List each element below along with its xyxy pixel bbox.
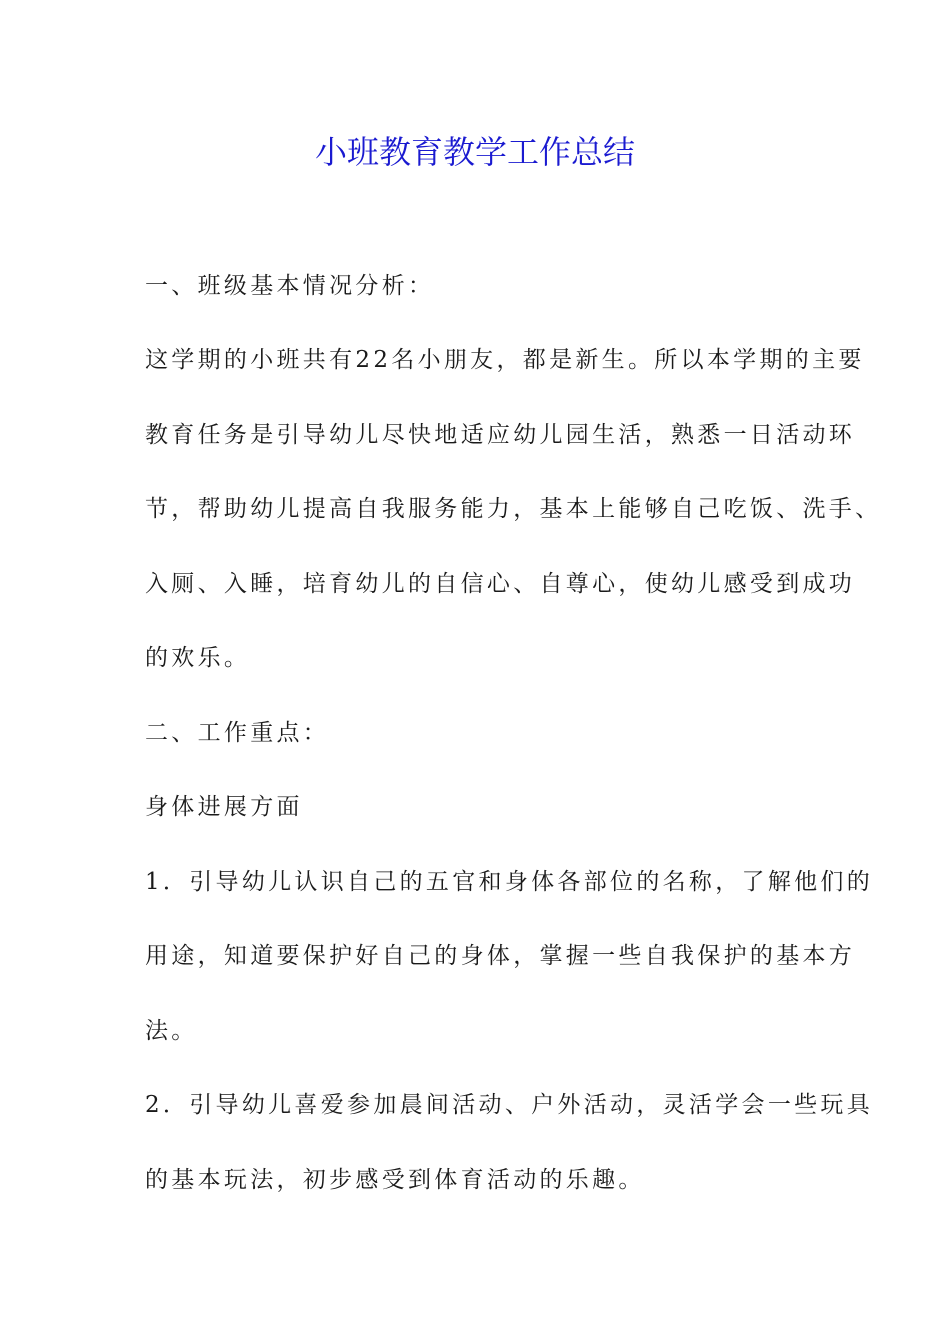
paragraph-line: 教育任务是引导幼儿尽快地适应幼儿园生活，熟悉一日活动环 <box>145 422 856 448</box>
paragraph-line: 节，帮助幼儿提高自我服务能力，基本上能够自己吃饭、洗手、 <box>145 496 882 522</box>
subsection-heading-physical-development: 身体进展方面 <box>145 794 303 820</box>
list-item-1-line: 1．引导幼儿认识自己的五官和身体各部位的名称，了解他们的 <box>145 869 874 895</box>
paragraph-line: 的欢乐。 <box>145 645 251 671</box>
section-heading-work-focus: 二、工作重点： <box>145 720 330 746</box>
list-item-2-line: 的基本玩法，初步感受到体育活动的乐趣。 <box>145 1167 645 1193</box>
section-heading-class-overview: 一、班级基本情况分析： <box>145 273 435 299</box>
list-item-1-line: 用途，知道要保护好自己的身体，掌握一些自我保护的基本方 <box>145 943 856 969</box>
list-item-2-line: 2．引导幼儿喜爱参加晨间活动、户外活动，灵活学会一些玩具 <box>145 1092 874 1118</box>
document-title: 小班教育教学工作总结 <box>314 133 635 171</box>
list-item-1-line: 法。 <box>145 1018 198 1044</box>
paragraph-line: 入厕、入睡，培育幼儿的自信心、自尊心，使幼儿感受到成功 <box>145 571 856 597</box>
paragraph-line: 这学期的小班共有22名小朋友，都是新生。所以本学期的主要 <box>145 347 865 373</box>
